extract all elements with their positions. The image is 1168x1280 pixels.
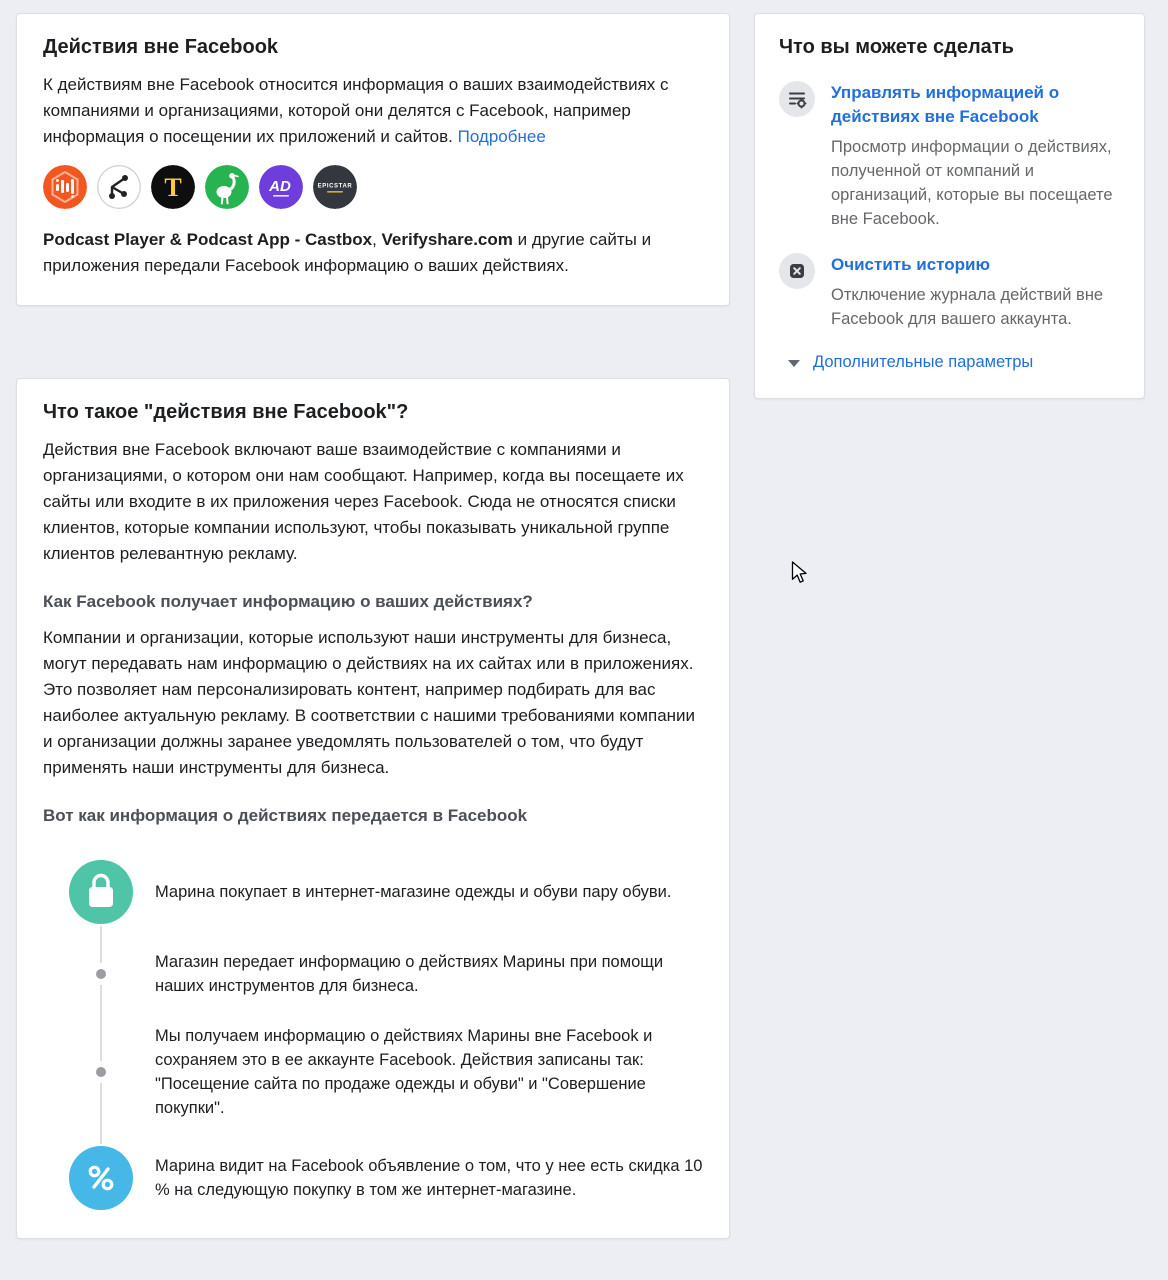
page-title: Действия вне Facebook	[43, 36, 279, 58]
how-info-shared-subheading: Вот как информация о действиях передается в Facebook	[43, 806, 528, 825]
app-name-castbox: Podcast Player & Podcast App - Castbox	[43, 230, 373, 249]
timeline-step-text: Мы получаем информацию о действиях Марины вне Facebook и сохраняем это в ее аккаунте Facebook. Действия записаны так: "Посещение сайта по продаже одежды и обуви" и "Совершение покупки".	[155, 1027, 653, 1117]
how-facebook-gets-info-subheading: Как Facebook получает информацию о ваших действиях?	[43, 592, 533, 611]
percent-icon	[69, 1146, 133, 1210]
what-you-can-do-card	[754, 13, 1145, 399]
app-icon-row	[43, 165, 703, 209]
svg-text:AD: AD	[269, 178, 291, 195]
ad-letters-icon	[259, 165, 303, 209]
timeline-dot-icon	[96, 969, 106, 979]
manage-activity-description: Просмотр информации о действиях, полученной от компаний и организаций, которые вы посещаете вне Facebook.	[831, 138, 1113, 228]
clear-history-link[interactable]: Очистить историю	[831, 255, 991, 274]
clear-history-action[interactable]	[779, 253, 1120, 331]
timeline-step-text: Марина видит на Facebook объявление о том, что у нее есть скидка 10 % на следующую покупку в том же интернет-магазине.	[155, 1157, 703, 1199]
clear-history-description: Отключение журнала действий вне Facebook для вашего аккаунта.	[831, 286, 1104, 328]
chevron-down-icon	[788, 360, 800, 367]
what-is-off-facebook-activity-card	[16, 378, 730, 1239]
apps-summary-line	[43, 227, 703, 279]
share-branch-icon	[97, 165, 141, 209]
more-options-link[interactable]: Дополнительные параметры	[813, 353, 1034, 371]
timeline-dot-icon	[96, 1067, 106, 1077]
manage-activity-action[interactable]	[779, 81, 1120, 231]
timeline-step-discount-ad	[43, 1146, 703, 1210]
intro-paragraph	[43, 72, 703, 150]
apps-summary-separator: ,	[372, 230, 382, 249]
castbox-icon	[43, 165, 87, 209]
activity-example-timeline	[43, 860, 703, 1210]
svg-text:T: T	[164, 173, 182, 202]
what-is-paragraph-1: Действия вне Facebook включают ваше взаимодействие с компаниями и организациями, о котором они нам сообщают. Например, когда вы посещаете их сайты или входите в их приложения через Facebook. Сюда не относятся списки клиентов, которые компании используют, чтобы показывать уникальной группе клиентов релевантную рекламу.	[43, 440, 684, 563]
timeline-step-facebook-receives	[43, 1024, 703, 1120]
svg-text:EPICSTAR: EPICSTAR	[317, 183, 353, 190]
what-is-paragraph-2: Компании и организации, которые используют наши инструменты для бизнеса, могут передавать нам информацию о действиях на их сайтах или в приложениях. Это позволяет нам персонализировать контент, например подбирать для вас наиболее актуальную рекламу. В соответствии с нашими требованиями компании и организации должны заранее уведомлять пользователей о том, что будут применять наши инструменты для бизнеса.	[43, 628, 696, 777]
app-name-verifyshare: Verifyshare.com	[381, 230, 513, 249]
intro-text: К действиям вне Facebook относится информация о ваших взаимодействиях с компаниями и организациями, которой они делятся с Facebook, например информация о посещении их приложений и сайтов.	[43, 75, 669, 146]
mouse-cursor	[791, 561, 813, 590]
timeline-step-store-shares	[43, 950, 703, 998]
epicstar-icon	[313, 165, 357, 209]
what-is-title: Что такое "действия вне Facebook"?	[43, 401, 409, 423]
timeline-step-text: Марина покупает в интернет-магазине одежды и обуви пару обуви.	[155, 883, 672, 901]
more-options-toggle[interactable]	[779, 353, 1120, 372]
ostrich-icon	[205, 165, 249, 209]
manage-activity-link[interactable]: Управлять информацией о действиях вне Facebook	[831, 83, 1060, 126]
learn-more-link[interactable]: Подробнее	[457, 127, 546, 146]
shopping-bag-icon	[69, 860, 133, 924]
timeline-step-text: Магазин передает информацию о действиях Марины при помощи наших инструментов для бизнеса.	[155, 953, 664, 995]
sidebar-title: Что вы можете сделать	[779, 36, 1014, 58]
off-facebook-activity-card	[16, 13, 730, 306]
clear-history-icon	[779, 253, 815, 289]
manage-activity-icon	[779, 81, 815, 117]
timeline-step-purchase	[43, 860, 703, 924]
apps-summary-rest: и другие сайты и приложения передали Facebook информацию о ваших действиях.	[43, 230, 652, 275]
t-letter-icon	[151, 165, 195, 209]
